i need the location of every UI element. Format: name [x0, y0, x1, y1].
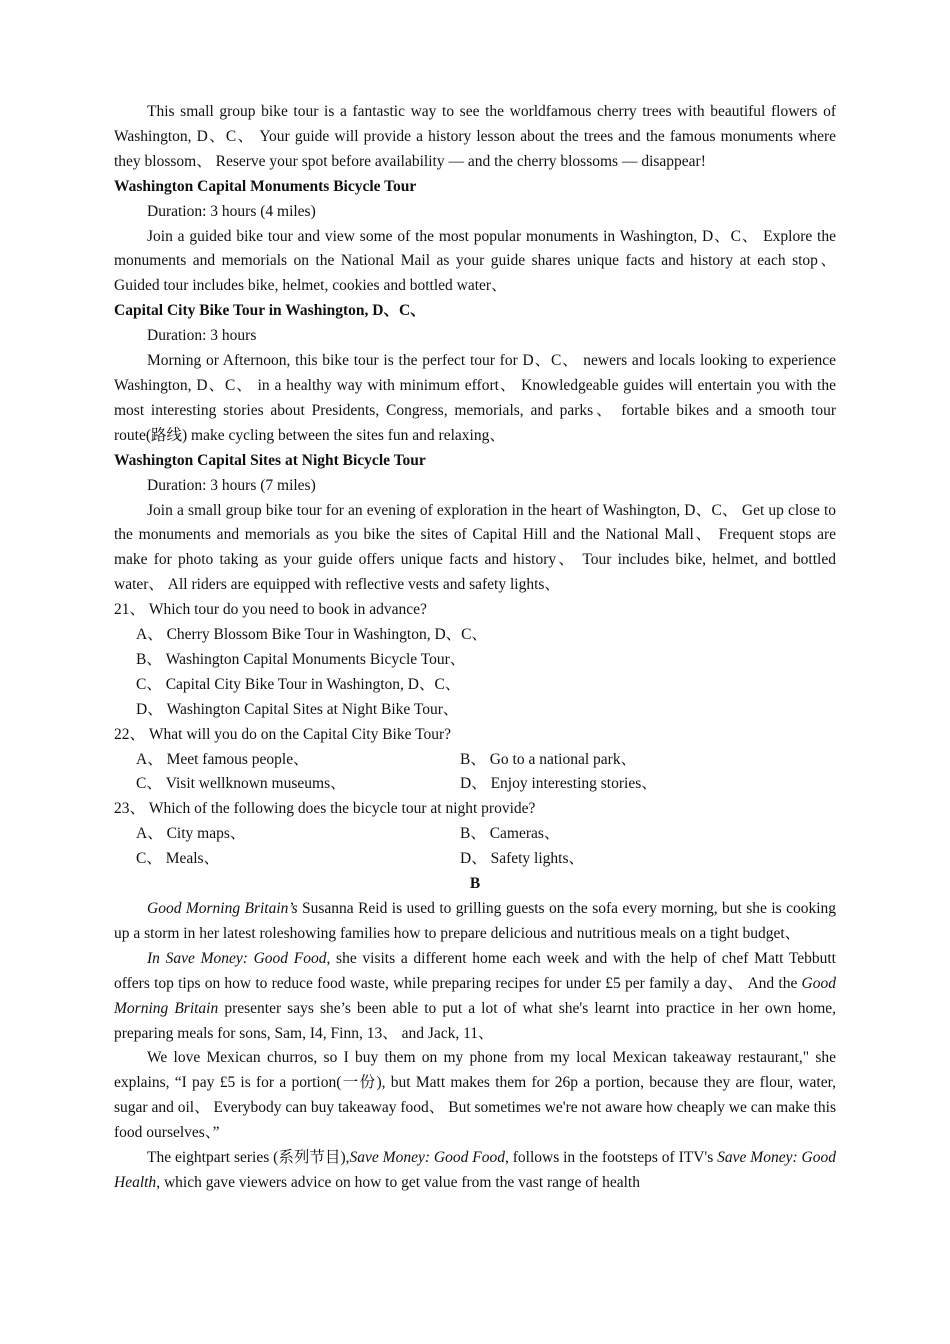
text: , which gave viewers advice on how to get value from the vast range of health: [156, 1173, 640, 1191]
section-b-heading: B: [469, 875, 481, 893]
show-title: In Save Money: Good Food: [147, 949, 327, 967]
text: , follows in the footsteps of ITV's: [504, 1149, 718, 1167]
option: D、 Washington Capital Sites at Night Bike Tour、: [136, 700, 459, 718]
option: B、 Washington Capital Monuments Bicycle Tour、: [136, 650, 466, 668]
option: D、 Enjoy interesting stories、: [460, 775, 657, 793]
tour-description: Morning or Afternoon, this bike tour is the perfect tour for D、C、 newers and locals looking to experience Washington, D、C、 in a healthy way with minimum effort、 Knowledgeable guides will entertain you with the most interesting stories about Presidents, Congress, memorials, and parks、 fortable bikes and a smooth tour route(路线) make cycling between the sites fun and relaxing、: [114, 352, 836, 444]
passage-b-paragraph-1: [114, 897, 836, 947]
tour-duration: Duration: 3 hours (7 miles): [147, 476, 316, 494]
show-title: Save Money: Good Food: [349, 1149, 505, 1167]
option: A、 Cherry Blossom Bike Tour in Washington, D、C、: [136, 626, 488, 644]
show-title: Save Money: Good Health: [114, 1149, 836, 1191]
option: C、 Meals、: [136, 850, 220, 868]
tour-duration: Duration: 3 hours: [147, 327, 257, 345]
text: , she visits a different home each week and with the help of chef Matt Tebbutt offers top tips on how to reduce food waste, while preparing recipes for under £5 per family a day、 And the: [114, 949, 836, 992]
tour-description: Join a guided bike tour and view some of the most popular monuments in Washington, D、C、 Explore the monuments and memorials on the National Mail as your guide shares unique facts and history at each stop、 Guided tour includes bike, helmet, cookies and bottled water、: [114, 227, 836, 295]
option: A、 Meet famous people、: [136, 750, 309, 768]
show-title: Good Morning Britain’s: [147, 900, 298, 917]
question-21: 21、 Which tour do you need to book in advance?: [114, 601, 427, 619]
option-row: [114, 748, 836, 773]
text: The eightpart series (系列节目),: [147, 1149, 350, 1167]
option: C、 Capital City Bike Tour in Washington, D、C、: [136, 675, 461, 693]
option: A、 City maps、: [136, 825, 246, 843]
text: Susanna Reid is used to grilling guests on the sofa every morning, but she is cooking up a storm in her latest roleshowing families how to prepare delicious and nutritious meals on a tight budget、: [114, 900, 837, 942]
tour-description: Join a small group bike tour for an evening of exploration in the heart of Washington, D、C、 Get up close to the monuments and memorials as you bike the sites of Capital Hill and the National Mall、 Frequent stops are make for photo taking as your guide offers unique facts and history、 Tour includes bike, helmet, and bottled water、 All riders are equipped with reflective vests and safety lights、: [114, 501, 836, 594]
tour-title: Washington Capital Sites at Night Bicycle Tour: [114, 451, 426, 469]
passage-b-paragraph-2: [114, 947, 836, 1047]
tour-title: Washington Capital Monuments Bicycle Tour: [114, 177, 417, 195]
question-22: 22、 What will you do on the Capital City Bike Tour?: [114, 725, 452, 743]
option-row: [114, 847, 836, 872]
option-row: [114, 772, 836, 797]
option: B、 Go to a national park、: [460, 750, 637, 768]
passage-b-paragraph-3: We love Mexican churros, so I buy them on my phone from my local Mexican takeaway restaurant," she explains, “I pay £5 is for a portion(一份), but Matt makes them for 26p a portion, because they are flour, water, sugar and oil、 Everybody can buy takeaway food、 But sometimes we're not aware how cheaply we can make this food ourselves、”: [114, 1049, 836, 1142]
tour-title: Capital City Bike Tour in Washington, D、C、: [114, 302, 426, 320]
question-23: 23、 Which of the following does the bicycle tour at night provide?: [114, 800, 536, 818]
option-row: [114, 822, 836, 847]
option: B、 Cameras、: [460, 825, 560, 843]
intro-paragraph: This small group bike tour is a fantastic way to see the worldfamous cherry trees with beautiful flowers of Washington, D、C、 Your guide will provide a history lesson about the trees and the famous monuments where they blossom、 Reserve your spot before availability — and the cherry blossoms — disappear!: [114, 103, 836, 170]
show-title: Good Morning Britain: [114, 974, 836, 1017]
tour-duration: Duration: 3 hours (4 miles): [147, 202, 316, 220]
passage-b-paragraph-4: [114, 1146, 836, 1196]
option: C、 Visit wellknown museums、: [136, 775, 346, 793]
text: presenter says she’s been able to put a lot of what she's learnt into practice in her own home, preparing meals for sons, Sam, I4, Finn, 13、 and Jack, 11、: [114, 999, 837, 1042]
option: D、 Safety lights、: [460, 850, 584, 868]
document-page: [114, 100, 836, 1196]
